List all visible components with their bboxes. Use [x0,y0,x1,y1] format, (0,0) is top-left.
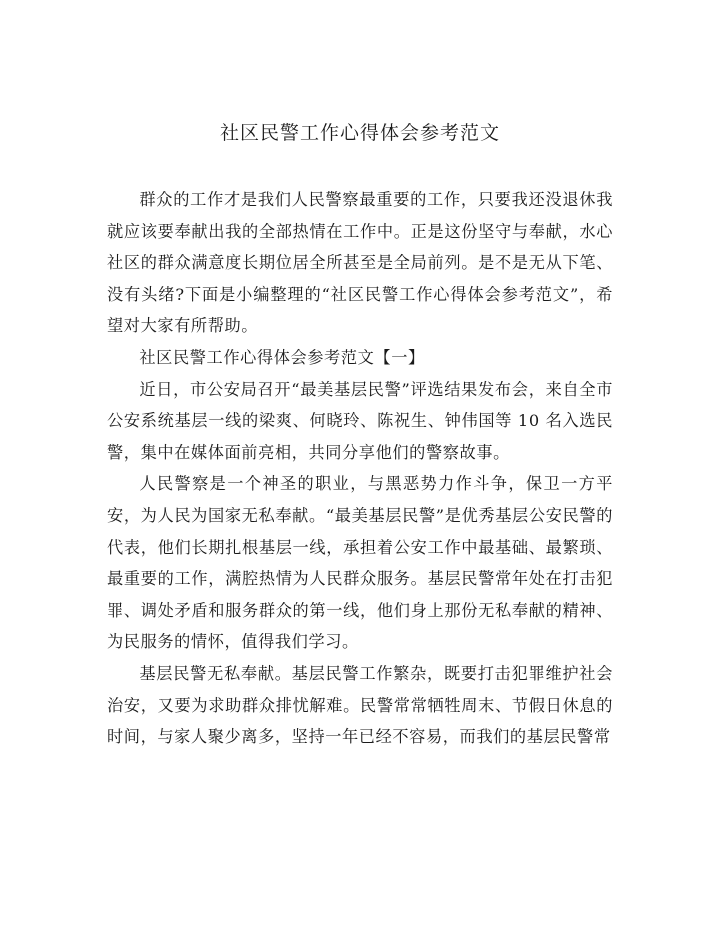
section-heading: 社区民警工作心得体会参考范文【一】 [139,347,425,367]
paragraph-news: 近日，市公安局召开“最美基层民警”评选结果发布会，来自全市公安系统基层一线的梁爽、何晓玲、陈祝生、钟伟国等 10 名入选民警，集中在媒体面前亮相，共同分享他们的警察故事。 [107,379,613,462]
paragraph-intro: 群众的工作才是我们人民警察最重要的工作，只要我还没退休我就应该要奉献出我的全部热情在工作中。正是这份坚守与奉献，水心社区的群众满意度长期位居全所甚至是全局前列。是不是无从下笔、没有头绪?下面是小编整理的“社区民警工作心得体会参考范文”，希望对大家有所帮助。 [107,190,613,336]
document-title: 社区民警工作心得体会参考范文 [219,122,500,144]
paragraph-police-profession: 人民警察是一个神圣的职业，与黑恶势力作斗争，保卫一方平安，为人民为国家无私奉献。“最美基层民警”是优秀基层公安民警的代表，他们长期扎根基层一线，承担着公安工作中最基础、最繁琐、最重要的工作，满腔热情为人民群众服务。基层民警常年处在打击犯罪、调处矛盾和服务群众的第一线，他们身上那份无私奉献的精神、为民服务的情怀，值得我们学习。 [107,474,613,652]
paragraph-dedication: 基层民警无私奉献。基层民警工作繁杂，既要打击犯罪维护社会治安，又要为求助群众排忧解难。民警常常牺牲周末、节假日休息的时间，与家人聚少离多，坚持一年已经不容易，而我们的基层民警常 [107,663,613,747]
document-body [107,184,613,753]
